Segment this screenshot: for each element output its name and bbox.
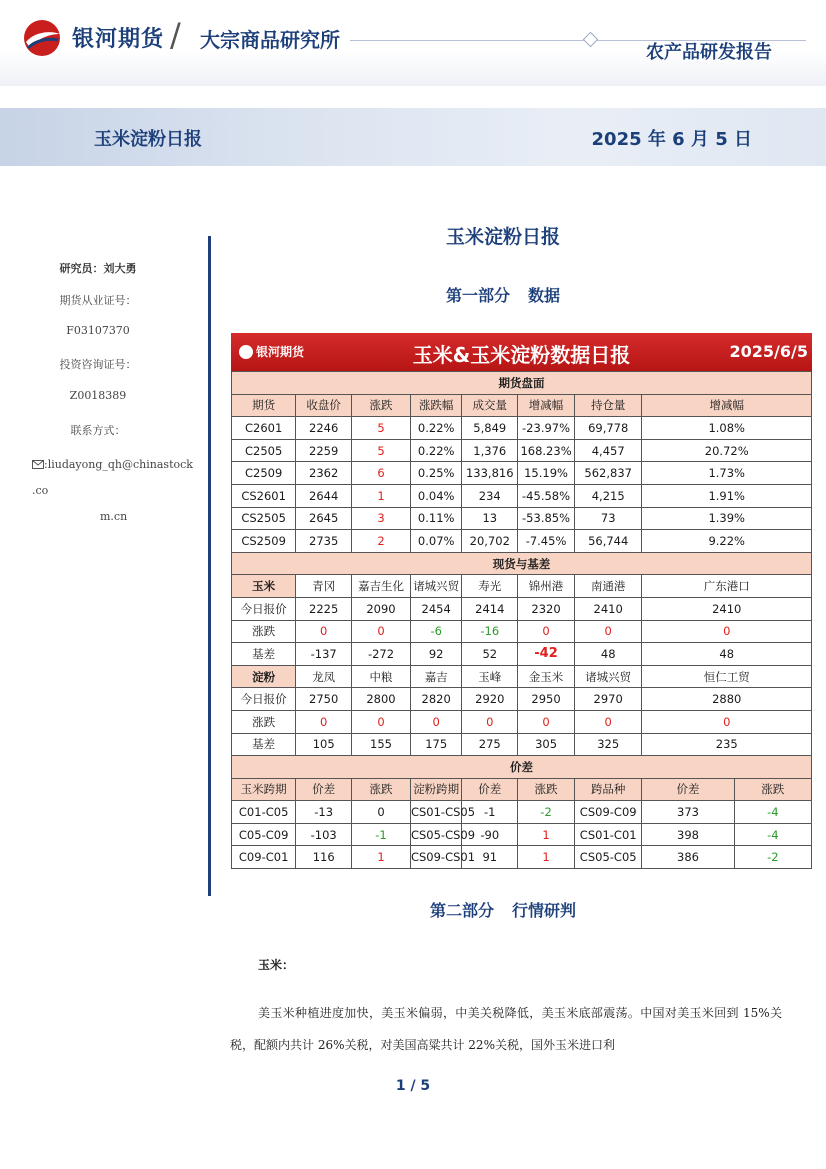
- column-header: 淀粉跨期: [410, 778, 461, 801]
- column-header: 价差: [462, 778, 518, 801]
- table-cell: 2645: [296, 507, 352, 530]
- table-cell: 1.91%: [642, 484, 812, 507]
- document-title: 玉米淀粉日报: [445, 226, 560, 248]
- table-cell: 2820: [410, 688, 461, 711]
- table-cell: 南通港: [574, 575, 642, 598]
- table-cell: 今日报价: [232, 597, 296, 620]
- table-cell: 今日报价: [232, 688, 296, 711]
- table-cell: -13: [296, 801, 352, 824]
- table-cell: -1: [352, 823, 411, 846]
- table-cell: 175: [410, 733, 461, 756]
- table-cell: 1: [518, 846, 575, 869]
- table-cell: 0: [296, 620, 352, 643]
- table-cell: 玉米: [232, 575, 296, 598]
- table-cell: 116: [296, 846, 352, 869]
- table-cell: 0: [462, 710, 518, 733]
- table-cell: 155: [352, 733, 411, 756]
- band-title: 玉米淀粉日报: [94, 129, 202, 150]
- band-date: 2025 年 6 月 5 日: [591, 129, 752, 150]
- column-header: 持仓量: [574, 394, 642, 417]
- section-row: [232, 372, 812, 395]
- section-row: [232, 552, 812, 575]
- corn-analysis-paragraph: 美玉米种植进度加快，美玉米偏弱，中美关税降低，美玉米底部震荡。中国对美玉米回到 15%关税，配额内共计 26%关税，对美国高粱共计 22%关税，国外玉米进口利: [230, 1006, 782, 1052]
- email-line-1: :liudayong_qh@chinastock .co: [32, 458, 193, 497]
- table-row: [232, 620, 812, 643]
- galaxy-logo-icon: [20, 18, 64, 58]
- table-cell: C01-C05: [232, 801, 296, 824]
- table-cell: 0.11%: [410, 507, 461, 530]
- table-row: [232, 846, 812, 869]
- table-cell: 基差: [232, 733, 296, 756]
- table-cell: -90: [462, 823, 518, 846]
- table-cell: 2735: [296, 530, 352, 553]
- table-cell: 325: [574, 733, 642, 756]
- table-cell: 20.72%: [642, 439, 812, 462]
- table-cell: 305: [518, 733, 575, 756]
- header-row: [232, 394, 812, 417]
- table-cell: 373: [642, 801, 734, 824]
- table-cell: -42: [518, 643, 575, 666]
- table-cell: 168.23%: [518, 439, 575, 462]
- table-cell: 诸城兴贸: [410, 575, 461, 598]
- table-cell: 1: [352, 484, 411, 507]
- table-cell: 20,702: [462, 530, 518, 553]
- table-cell: 锦州港: [518, 575, 575, 598]
- table-date: 2025/6/5: [729, 342, 808, 361]
- table-cell: 9.22%: [642, 530, 812, 553]
- table-cell: C2505: [232, 439, 296, 462]
- table-row: [232, 417, 812, 440]
- column-header: 增减幅: [642, 394, 812, 417]
- table-row: [232, 530, 812, 553]
- sidebar-divider: [208, 236, 211, 896]
- table-cell: -16: [462, 620, 518, 643]
- table-cell: 2225: [296, 597, 352, 620]
- table-cell: C09-C01: [232, 846, 296, 869]
- table-cell: 0.22%: [410, 439, 461, 462]
- table-cell: 寿光: [462, 575, 518, 598]
- table-cell: 92: [410, 643, 461, 666]
- table-cell: CS2509: [232, 530, 296, 553]
- table-cell: 5: [352, 417, 411, 440]
- table-cell: C2601: [232, 417, 296, 440]
- section-label-spread: 价差: [232, 756, 812, 779]
- table-cell: 0: [642, 710, 812, 733]
- section-1-heading: [230, 283, 776, 306]
- advisory-label: 投资咨询证号：: [59, 358, 137, 371]
- table-cell: 1.73%: [642, 462, 812, 485]
- data-grid: [231, 371, 812, 869]
- email-line-2: m.cn: [100, 510, 128, 523]
- table-cell: 275: [462, 733, 518, 756]
- table-row: [232, 462, 812, 485]
- table-cell: 48: [574, 643, 642, 666]
- table-cell: -137: [296, 643, 352, 666]
- table-cell: 4,457: [574, 439, 642, 462]
- table-cell: 48: [642, 643, 812, 666]
- table-cell: 398: [642, 823, 734, 846]
- table-cell: 2644: [296, 484, 352, 507]
- section-label-spot: 现货与基差: [232, 552, 812, 575]
- column-header: 期货: [232, 394, 296, 417]
- table-cell: 6: [352, 462, 411, 485]
- table-cell: 2800: [352, 688, 411, 711]
- table-cell: -7.45%: [518, 530, 575, 553]
- table-cell: 0: [642, 620, 812, 643]
- license-number: F03107370: [66, 324, 130, 337]
- table-cell: 0.04%: [410, 484, 461, 507]
- table-cell: 2414: [462, 597, 518, 620]
- header-row: [232, 778, 812, 801]
- table-cell: 2246: [296, 417, 352, 440]
- table-cell: 广东港口: [642, 575, 812, 598]
- table-cell: 386: [642, 846, 734, 869]
- column-header: 涨跌: [352, 778, 411, 801]
- table-cell: -4: [734, 823, 811, 846]
- table-row: [232, 688, 812, 711]
- table-cell: 1: [352, 846, 411, 869]
- table-row: [232, 801, 812, 824]
- table-cell: CS05-CS09: [410, 823, 461, 846]
- table-cell: 91: [462, 846, 518, 869]
- table-cell: 56,744: [574, 530, 642, 553]
- table-banner: [231, 333, 812, 371]
- table-cell: 15.19%: [518, 462, 575, 485]
- table-cell: 1.08%: [642, 417, 812, 440]
- table-cell: 4,215: [574, 484, 642, 507]
- section-label-futures: 期货盘面: [232, 372, 812, 395]
- table-cell: -2: [734, 846, 811, 869]
- table-row: [232, 665, 812, 688]
- table-cell: CS05-C05: [574, 846, 642, 869]
- table-cell: -272: [352, 643, 411, 666]
- table-cell: 金玉米: [518, 665, 575, 688]
- email-block[interactable]: [32, 452, 200, 530]
- table-cell: 诸城兴贸: [574, 665, 642, 688]
- table-cell: -103: [296, 823, 352, 846]
- column-header: 价差: [642, 778, 734, 801]
- license-label: 期货从业证号：: [59, 294, 137, 307]
- table-cell: 青冈: [296, 575, 352, 598]
- table-cell: 0.22%: [410, 417, 461, 440]
- table-cell: 涨跌: [232, 620, 296, 643]
- table-cell: 105: [296, 733, 352, 756]
- table-cell: 235: [642, 733, 812, 756]
- table-cell: -45.58%: [518, 484, 575, 507]
- table-cell: 234: [462, 484, 518, 507]
- table-cell: 涨跌: [232, 710, 296, 733]
- table-cell: 2362: [296, 462, 352, 485]
- table-cell: 1: [518, 823, 575, 846]
- table-cell: CS09-C09: [574, 801, 642, 824]
- page-number: 1 / 5: [395, 1078, 431, 1094]
- table-cell: 0: [518, 710, 575, 733]
- column-header: 价差: [296, 778, 352, 801]
- table-cell: 2: [352, 530, 411, 553]
- table-cell: 中粮: [352, 665, 411, 688]
- table-row: [232, 733, 812, 756]
- table-cell: 恒仁工贸: [642, 665, 812, 688]
- table-row: [232, 439, 812, 462]
- section-2-name: 行情研判: [512, 901, 577, 920]
- table-cell: 73: [574, 507, 642, 530]
- table-cell: 5,849: [462, 417, 518, 440]
- table-cell: -53.85%: [518, 507, 575, 530]
- table-row: [232, 643, 812, 666]
- column-header: 涨跌: [352, 394, 411, 417]
- column-header: 增减幅: [518, 394, 575, 417]
- table-cell: 2259: [296, 439, 352, 462]
- analyst-name: 研究员：刘大勇: [59, 262, 137, 275]
- table-cell: 0: [518, 620, 575, 643]
- table-cell: 嘉吉: [410, 665, 461, 688]
- mail-icon: [32, 460, 44, 469]
- column-header: 成交量: [462, 394, 518, 417]
- table-cell: 2410: [642, 597, 812, 620]
- column-header: 涨跌: [734, 778, 811, 801]
- contact-label: 联系方式：: [70, 424, 126, 437]
- table-cell: CS09-CS01: [410, 846, 461, 869]
- table-cell: 玉峰: [462, 665, 518, 688]
- table-cell: 0: [410, 710, 461, 733]
- table-cell: CS01-C01: [574, 823, 642, 846]
- institute-name: 大宗商品研究所: [200, 28, 340, 52]
- table-cell: -1: [462, 801, 518, 824]
- table-cell: 5: [352, 439, 411, 462]
- table-cell: 2410: [574, 597, 642, 620]
- table-cell: 基差: [232, 643, 296, 666]
- table-cell: 133,816: [462, 462, 518, 485]
- table-cell: -23.97%: [518, 417, 575, 440]
- table-cell: -6: [410, 620, 461, 643]
- column-header: 涨跌: [518, 778, 575, 801]
- table-row: [232, 823, 812, 846]
- corn-heading: 玉米：: [258, 958, 295, 972]
- table-cell: 2970: [574, 688, 642, 711]
- table-cell: 0: [574, 620, 642, 643]
- section-1-number: 第一部分: [445, 286, 510, 305]
- table-row: [232, 507, 812, 530]
- section-1-name: 数据: [528, 286, 561, 305]
- table-cell: CS2505: [232, 507, 296, 530]
- table-row: [232, 575, 812, 598]
- column-header: 跨品种: [574, 778, 642, 801]
- table-cell: 2950: [518, 688, 575, 711]
- table-cell: CS2601: [232, 484, 296, 507]
- table-row: [232, 710, 812, 733]
- table-cell: 0: [574, 710, 642, 733]
- table-cell: 淀粉: [232, 665, 296, 688]
- table-cell: 0.07%: [410, 530, 461, 553]
- report-type: 农产品研发报告: [646, 42, 772, 63]
- table-cell: 嘉吉生化: [352, 575, 411, 598]
- table-cell: 1,376: [462, 439, 518, 462]
- column-header: 玉米跨期: [232, 778, 296, 801]
- table-cell: -2: [518, 801, 575, 824]
- logo-divider: /: [170, 16, 181, 54]
- table-cell: 69,778: [574, 417, 642, 440]
- table-cell: 52: [462, 643, 518, 666]
- table-cell: 1.39%: [642, 507, 812, 530]
- table-row: [232, 597, 812, 620]
- table-cell: CS01-CS05: [410, 801, 461, 824]
- table-cell: 0: [352, 801, 411, 824]
- table-cell: 2920: [462, 688, 518, 711]
- table-cell: 2750: [296, 688, 352, 711]
- table-cell: C2509: [232, 462, 296, 485]
- advisory-number: Z0018389: [69, 389, 127, 402]
- table-cell: 2880: [642, 688, 812, 711]
- table-title: 玉米&玉米淀粉数据日报: [412, 343, 631, 367]
- table-cell: 0: [296, 710, 352, 733]
- table-cell: 0.25%: [410, 462, 461, 485]
- section-2-number: 第二部分: [429, 901, 494, 920]
- table-cell: 13: [462, 507, 518, 530]
- table-cell: 0: [352, 710, 411, 733]
- table-logo-text: 银河期货: [256, 345, 305, 359]
- table-cell: 3: [352, 507, 411, 530]
- table-cell: 2090: [352, 597, 411, 620]
- table-cell: 0: [352, 620, 411, 643]
- table-cell: 龙凤: [296, 665, 352, 688]
- column-header: 收盘价: [296, 394, 352, 417]
- section-2-heading: [230, 898, 776, 921]
- table-cell: C05-C09: [232, 823, 296, 846]
- table-cell: -4: [734, 801, 811, 824]
- brand-name: 银河期货: [72, 27, 165, 52]
- column-header: 涨跌幅: [410, 394, 461, 417]
- section-row: [232, 756, 812, 779]
- table-cell: 2320: [518, 597, 575, 620]
- table-row: [232, 484, 812, 507]
- table-cell: 562,837: [574, 462, 642, 485]
- data-table: [231, 333, 812, 869]
- table-cell: 2454: [410, 597, 461, 620]
